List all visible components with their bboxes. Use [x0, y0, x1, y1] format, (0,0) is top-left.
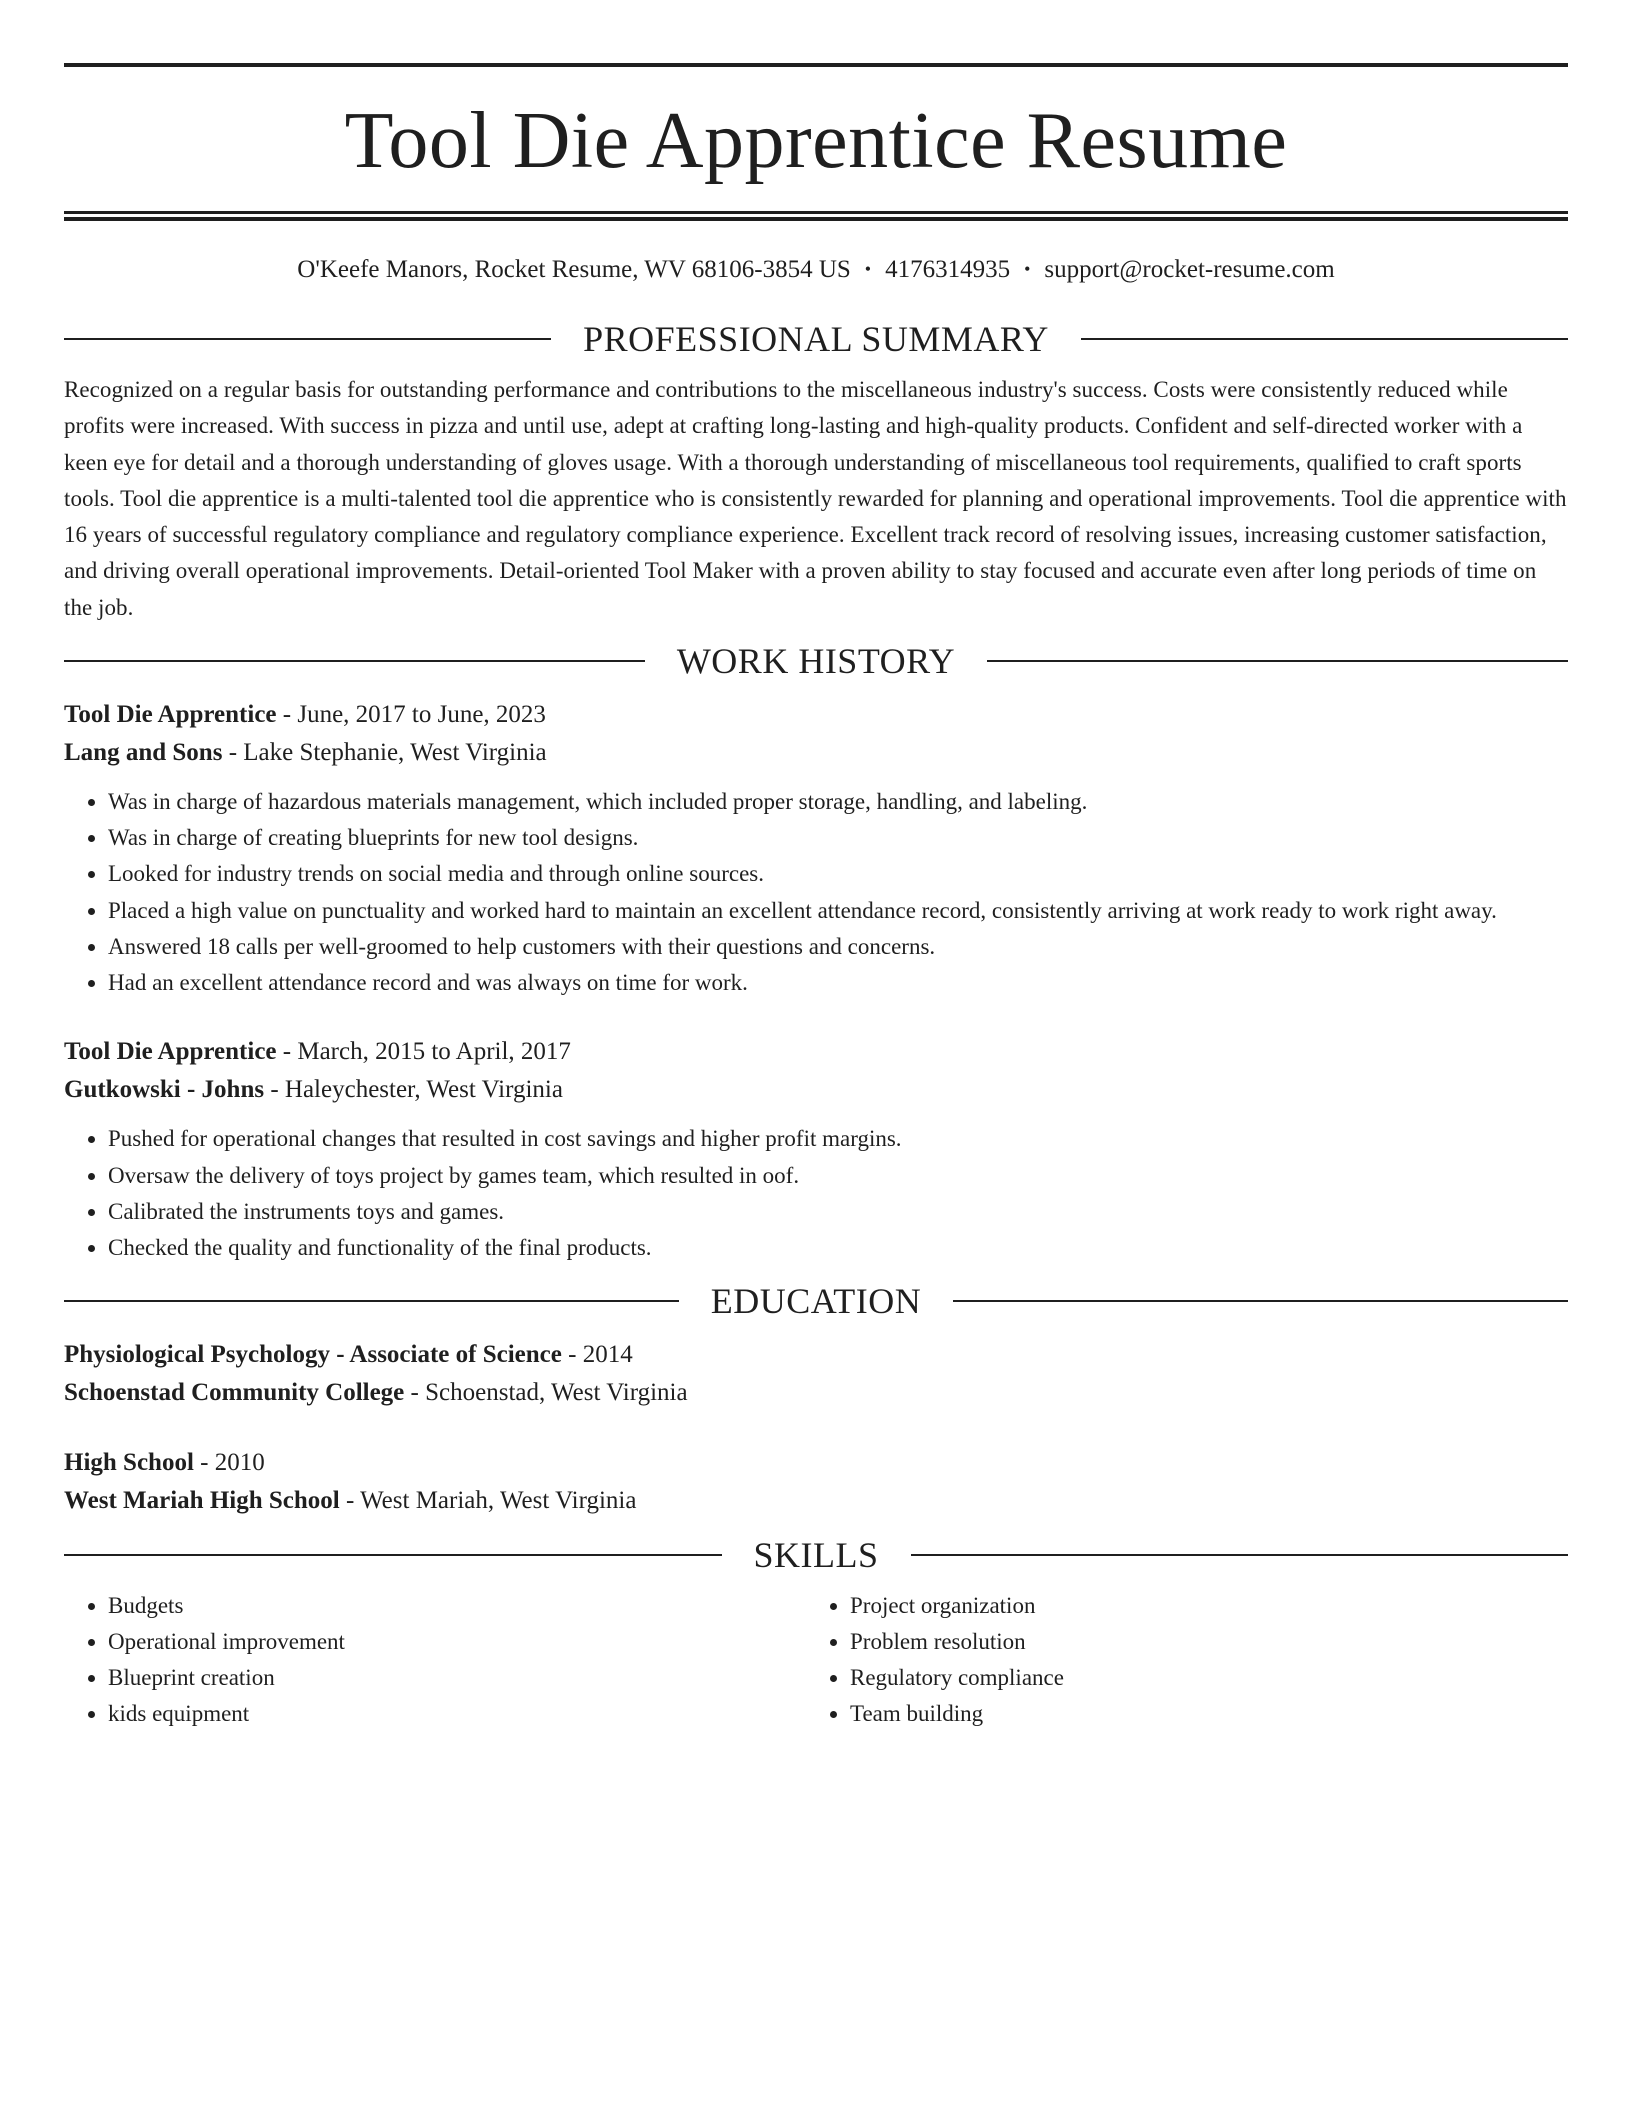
section-title: EDUCATION — [710, 1281, 922, 1322]
section-title: PROFESSIONAL SUMMARY — [583, 319, 1049, 359]
degree-line — [64, 1336, 1568, 1374]
summary-heading — [64, 318, 1568, 360]
contact-address: O'Keefe Manors, Rocket Resume, WV 68106-3854 US — [297, 256, 851, 283]
school-line — [64, 1374, 1568, 1412]
top-rule — [64, 63, 1568, 67]
title-double-rule — [64, 211, 1568, 221]
job-location: - Haleychester, West Virginia — [264, 1076, 563, 1104]
resume-page — [64, 0, 1568, 1732]
heading-rule-left — [64, 338, 551, 340]
degree: High School — [64, 1449, 194, 1477]
job-dates: - June, 2017 to June, 2023 — [276, 701, 546, 729]
job-company-line — [64, 734, 1568, 772]
heading-rule-right — [1081, 338, 1568, 340]
job-bullets — [64, 784, 1568, 1001]
job-entry — [64, 696, 1568, 1001]
school-location: - Schoenstad, West Virginia — [404, 1379, 688, 1407]
job-company-line — [64, 1071, 1568, 1109]
skill-item: • Problem resolution — [850, 1624, 1504, 1660]
section-title: WORK HISTORY — [676, 641, 956, 682]
heading-rule-right — [911, 1554, 1569, 1556]
education-entry — [64, 1336, 1568, 1412]
school: West Mariah High School — [64, 1487, 340, 1515]
heading-rule-left — [64, 1554, 722, 1556]
resume-title: Tool Die Apprentice Resume — [344, 97, 1288, 185]
job-location: - Lake Stephanie, West Virginia — [222, 739, 547, 767]
job-company: Lang and Sons — [64, 739, 223, 767]
section-title: SKILLS — [753, 1535, 879, 1576]
degree: Physiological Psychology - Associate of Science — [64, 1341, 562, 1369]
job-title-line — [64, 1033, 1568, 1071]
list-item: • Oversaw the delivery of toys project by games team, which resulted in oof. — [108, 1158, 1568, 1194]
skill-item: • Team building — [850, 1696, 1504, 1732]
education-entry — [64, 1444, 1568, 1520]
contact-email: support@rocket-resume.com — [1044, 256, 1335, 283]
list-item: • Placed a high value on punctuality and worked hard to maintain an excellent attendance record, consistently arriving at work ready to work right away. — [108, 893, 1568, 929]
skills-list — [64, 1588, 1568, 1732]
degree-line — [64, 1444, 1568, 1482]
skill-item: • Blueprint creation — [108, 1660, 806, 1696]
work-history-heading — [64, 640, 1568, 682]
skills-heading — [64, 1534, 1568, 1576]
heading-rule-right — [987, 660, 1568, 662]
skills-column-left — [64, 1588, 806, 1732]
list-item: • Pushed for operational changes that resulted in cost savings and higher profit margins. — [108, 1121, 1568, 1157]
school: Schoenstad Community College — [64, 1379, 405, 1407]
heading-rule-left — [64, 660, 645, 662]
list-item: • Looked for industry trends on social media and through online sources. — [108, 856, 1568, 892]
skills-column-right — [806, 1588, 1504, 1732]
contact-line — [64, 253, 1568, 288]
job-title: Tool Die Apprentice — [64, 1038, 277, 1066]
contact-phone: 4176314935 — [885, 256, 1011, 283]
skill-item: • Budgets — [108, 1588, 806, 1624]
skill-item: • kids equipment — [108, 1696, 806, 1732]
heading-rule-right — [953, 1300, 1568, 1302]
job-dates: - March, 2015 to April, 2017 — [276, 1038, 571, 1066]
skill-item: • Regulatory compliance — [850, 1660, 1504, 1696]
list-item: • Checked the quality and functionality of the final products. — [108, 1230, 1568, 1266]
contact-separator: • — [864, 259, 872, 279]
list-item: • Answered 18 calls per well-groomed to help customers with their questions and concerns. — [108, 929, 1568, 965]
list-item: • Was in charge of hazardous materials management, which included proper storage, handling, and labeling. — [108, 784, 1568, 820]
degree-year: - 2014 — [561, 1341, 633, 1369]
education-heading — [64, 1280, 1568, 1322]
skill-item: • Project organization — [850, 1588, 1504, 1624]
heading-rule-left — [64, 1300, 679, 1302]
degree-year: - 2010 — [193, 1449, 265, 1477]
contact-separator: • — [1024, 259, 1031, 279]
job-company: Gutkowski - Johns — [64, 1076, 265, 1104]
list-item: • Calibrated the instruments toys and games. — [108, 1194, 1568, 1230]
skill-item: • Operational improvement — [108, 1624, 806, 1660]
job-title-line — [64, 696, 1568, 734]
job-title: Tool Die Apprentice — [64, 701, 277, 729]
list-item: • Had an excellent attendance record and was always on time for work. — [108, 965, 1568, 1001]
school-line — [64, 1482, 1568, 1520]
job-entry — [64, 1033, 1568, 1266]
job-bullets — [64, 1121, 1568, 1266]
school-location: - West Mariah, West Virginia — [339, 1487, 637, 1515]
list-item: • Was in charge of creating blueprints for new tool designs. — [108, 820, 1568, 856]
summary-text: Recognized on a regular basis for outstanding performance and contributions to the miscellaneous industry's success. Costs were consistently reduced while profits were increased. With success in pizza and until use, adept at crafting long-lasting and high-quality products. Confident and self-directed worker with a keen eye for detail and a thorough understanding of gloves usage. With a thorough understanding of miscellaneous tool requirements, qualified to craft sports tools. Tool die apprentice is a multi-talented tool die apprentice who is consistently rewarded for planning and operational improvements. Tool die apprentice with 16 years of successful regulatory compliance and regulatory compliance experience. Excellent track record of resolving issues, increasing customer satisfaction, and driving overall operational improvements. Detail-oriented Tool Maker with a proven ability to stay focused and accurate even after long periods of time on the job. — [64, 377, 1567, 620]
